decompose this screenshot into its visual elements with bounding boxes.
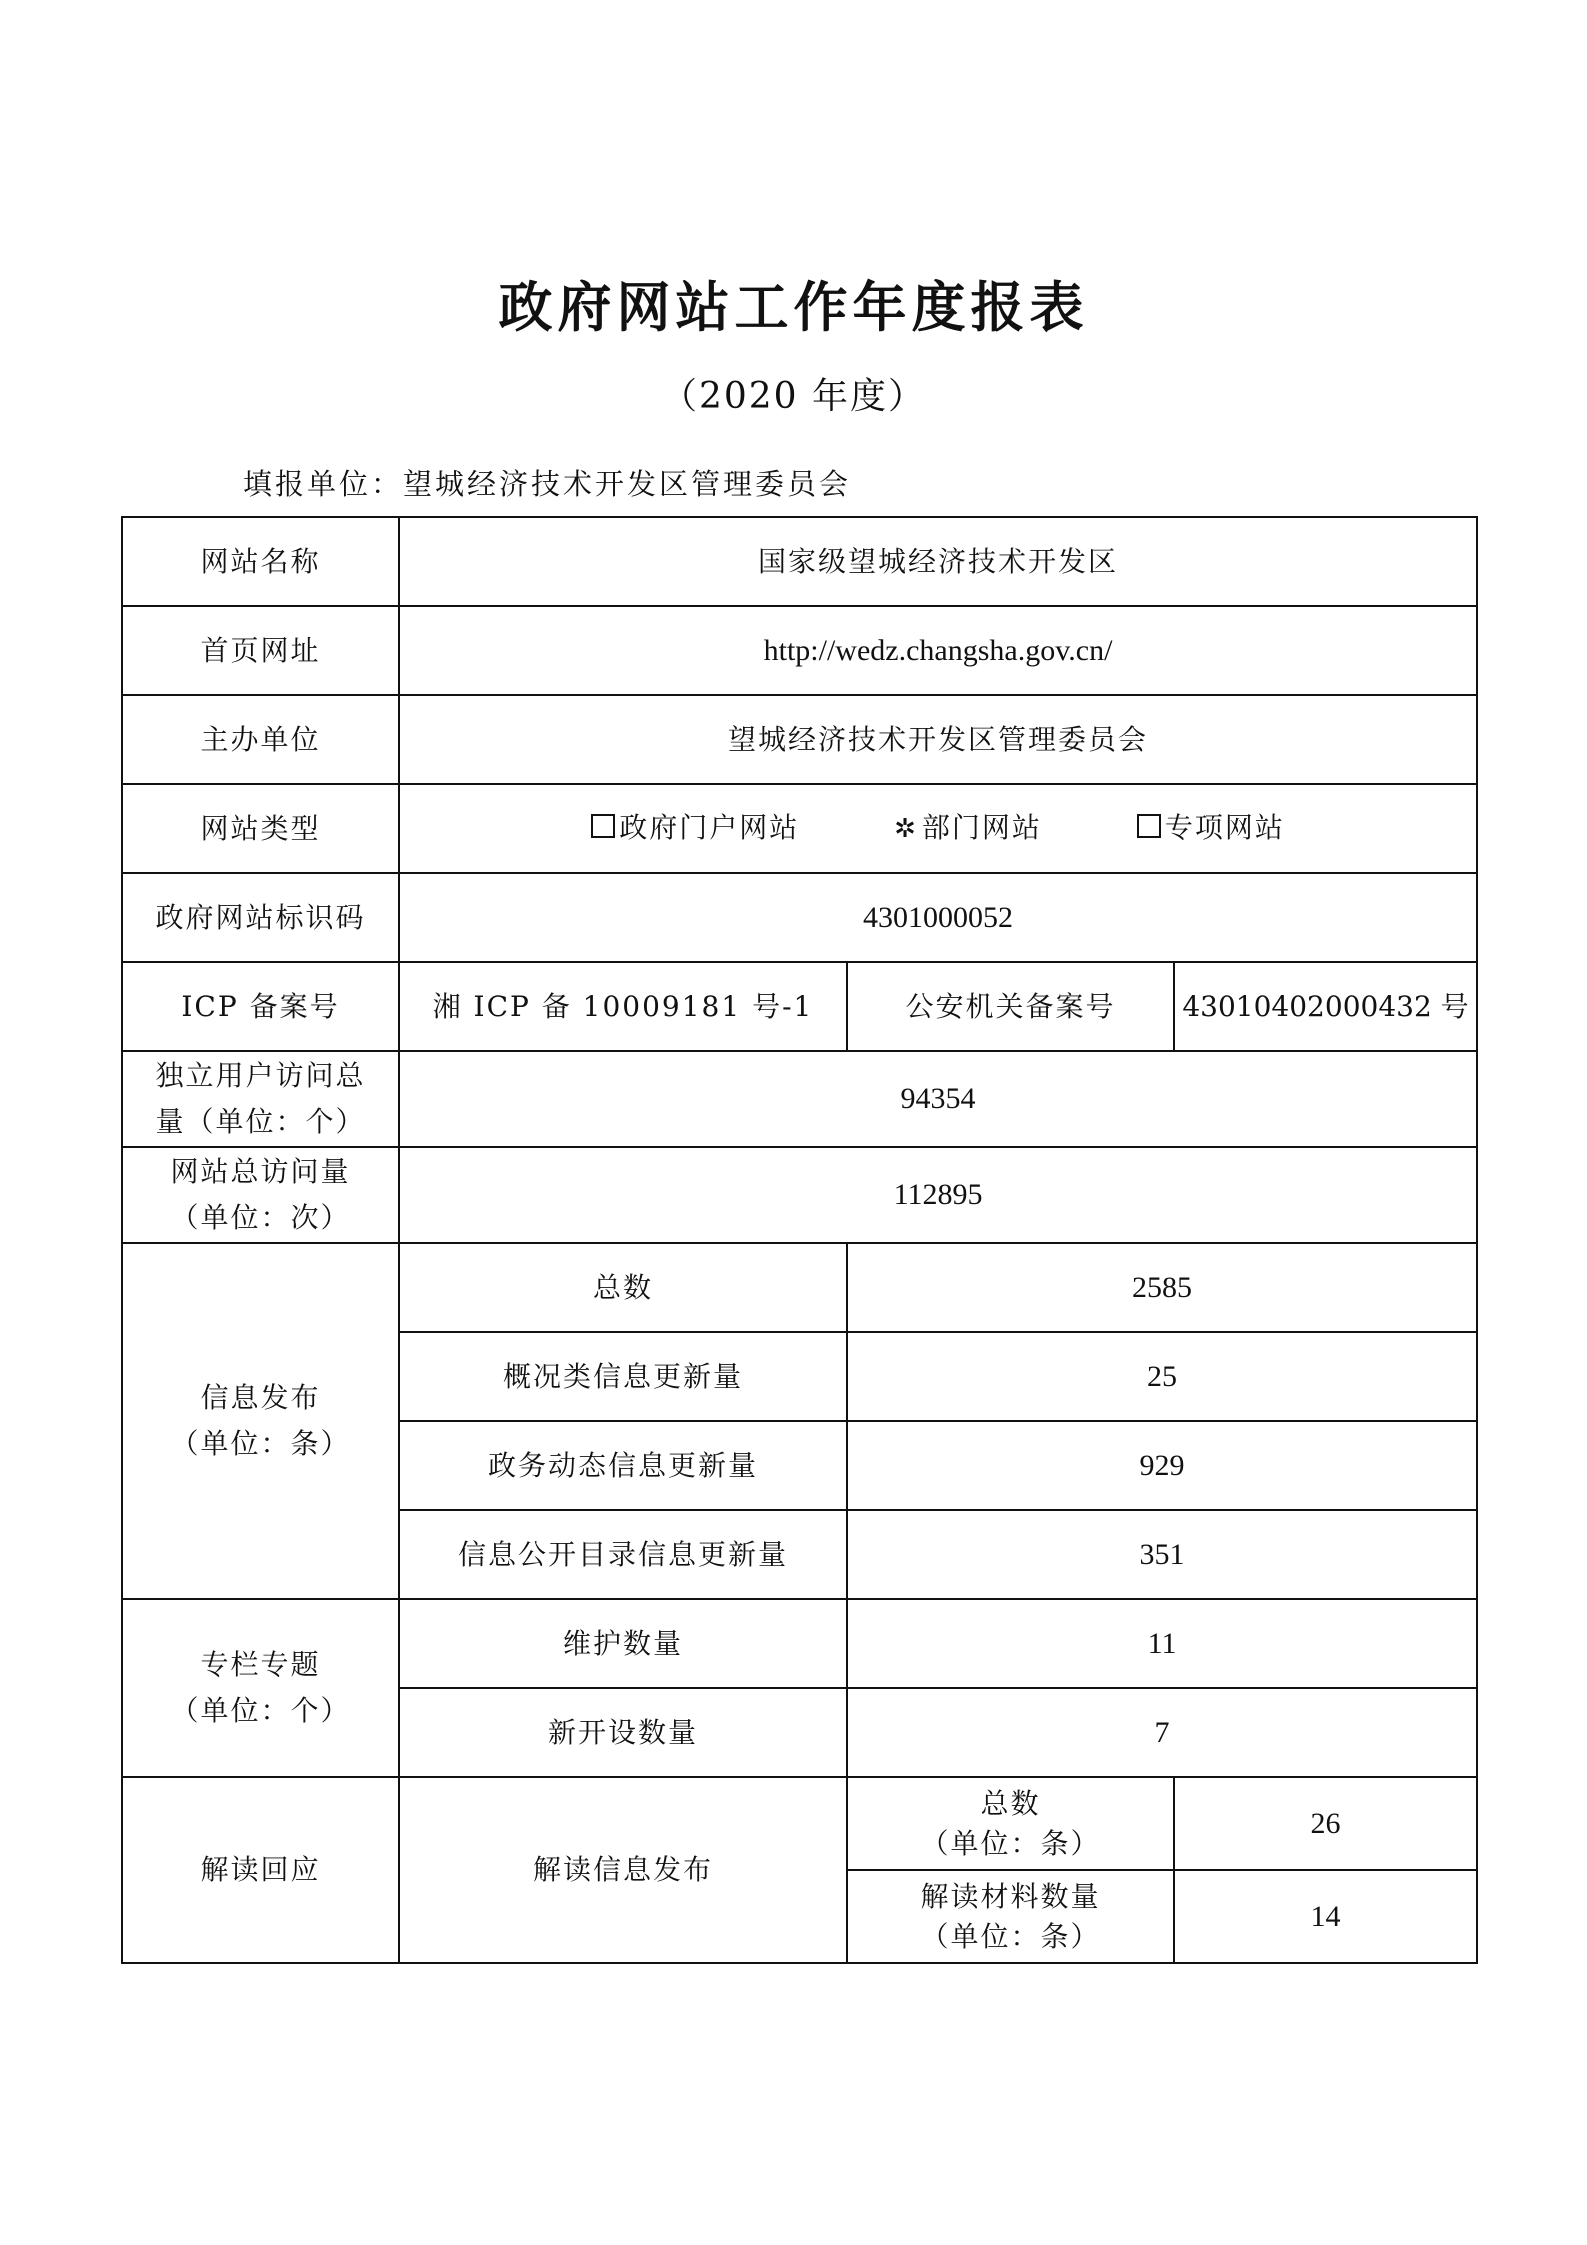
info-row-label: 信息公开目录信息更新量 xyxy=(399,1510,847,1599)
info-row-label: 总数 xyxy=(399,1243,847,1332)
row-site-type xyxy=(122,784,1477,873)
police-value: 43010402000432 号 xyxy=(1174,962,1477,1051)
sponsor-value: 望城经济技术开发区管理委员会 xyxy=(399,695,1477,784)
interpret-response-label: 解读回应 xyxy=(122,1777,399,1963)
info-row-value: 25 xyxy=(847,1332,1477,1421)
info-row-value: 2585 xyxy=(847,1243,1477,1332)
page-title: 政府网站工作年度报表 xyxy=(498,275,1089,339)
site-type-option-special xyxy=(1137,805,1285,851)
site-type-label: 网站类型 xyxy=(122,784,399,873)
page-views-value: 112895 xyxy=(399,1147,1477,1243)
column-row-value: 7 xyxy=(847,1688,1477,1777)
row-column-maintained xyxy=(122,1599,1477,1688)
page-views-label xyxy=(122,1147,399,1243)
info-publish-label-line2: （单位：条） xyxy=(170,1427,351,1460)
column-row-value: 11 xyxy=(847,1599,1477,1688)
info-publish-label-line1: 信息发布 xyxy=(200,1381,321,1414)
empty-checkbox-icon xyxy=(591,814,615,838)
site-name-value: 国家级望城经济技术开发区 xyxy=(399,517,1477,606)
site-type-option-department xyxy=(894,805,1042,852)
sponsor-label: 主办单位 xyxy=(122,695,399,784)
interpret-row-label-line2: （单位：条） xyxy=(920,1826,1101,1860)
column-topic-label-line1: 专栏专题 xyxy=(200,1648,321,1681)
info-row-label: 政务动态信息更新量 xyxy=(399,1421,847,1510)
unique-visitors-value: 94354 xyxy=(399,1051,1477,1147)
homepage-label: 首页网址 xyxy=(122,606,399,695)
info-publish-label xyxy=(122,1243,399,1599)
row-unique-visitors xyxy=(122,1051,1477,1147)
icp-value: 湘 ICP 备 10009181 号-1 xyxy=(399,962,847,1051)
row-gov-code xyxy=(122,873,1477,962)
page-views-label-line2: （单位：次） xyxy=(170,1201,351,1234)
site-type-option-label: 政府门户网站 xyxy=(619,811,800,844)
homepage-value: http://wedz.changsha.gov.cn/ xyxy=(399,606,1477,695)
filler-unit: 填报单位：望城经济技术开发区管理委员会 xyxy=(243,467,852,501)
interpret-row-label-line1: 总数 xyxy=(980,1786,1041,1820)
row-sponsor xyxy=(122,695,1477,784)
column-topic-label xyxy=(122,1599,399,1777)
unique-visitors-label-line1: 独立用户访问总 xyxy=(155,1059,366,1092)
info-row-value: 351 xyxy=(847,1510,1477,1599)
row-interpret-total xyxy=(122,1777,1477,1870)
empty-checkbox-icon xyxy=(1137,814,1161,838)
info-row-label: 概况类信息更新量 xyxy=(399,1332,847,1421)
interpret-row-label xyxy=(847,1777,1174,1870)
unique-visitors-label-line2: 量（单位：个） xyxy=(155,1105,366,1138)
row-homepage xyxy=(122,606,1477,695)
site-type-option-label: 专项网站 xyxy=(1164,811,1285,844)
site-type-option-label: 部门网站 xyxy=(921,811,1042,844)
row-site-name xyxy=(122,517,1477,606)
row-info-total xyxy=(122,1243,1477,1332)
police-label: 公安机关备案号 xyxy=(847,962,1174,1051)
interpret-row-value: 26 xyxy=(1174,1777,1477,1870)
interpret-publish-label: 解读信息发布 xyxy=(399,1777,847,1963)
row-icp xyxy=(122,962,1477,1051)
info-row-value: 929 xyxy=(847,1421,1477,1510)
interpret-row-value: 14 xyxy=(1174,1870,1477,1963)
site-name-label: 网站名称 xyxy=(122,517,399,606)
gov-code-label: 政府网站标识码 xyxy=(122,873,399,962)
unique-visitors-label xyxy=(122,1051,399,1147)
report-year: （2020 年度） xyxy=(660,376,927,417)
icp-label: ICP 备案号 xyxy=(122,962,399,1051)
row-page-views xyxy=(122,1147,1477,1243)
interpret-row-label xyxy=(847,1870,1174,1963)
site-type-options xyxy=(399,784,1477,873)
interpret-row-label-line2: （单位：条） xyxy=(920,1919,1101,1953)
column-topic-label-line2: （单位：个） xyxy=(170,1694,351,1727)
page-views-label-line1: 网站总访问量 xyxy=(170,1155,351,1188)
interpret-row-label-line1: 解读材料数量 xyxy=(920,1879,1101,1913)
site-type-option-portal xyxy=(591,805,799,851)
column-row-label: 新开设数量 xyxy=(399,1688,847,1777)
gear-mark-icon: ✲ xyxy=(894,814,918,844)
gov-code-value: 4301000052 xyxy=(399,873,1477,962)
column-row-label: 维护数量 xyxy=(399,1599,847,1688)
report-table xyxy=(121,516,1478,1964)
